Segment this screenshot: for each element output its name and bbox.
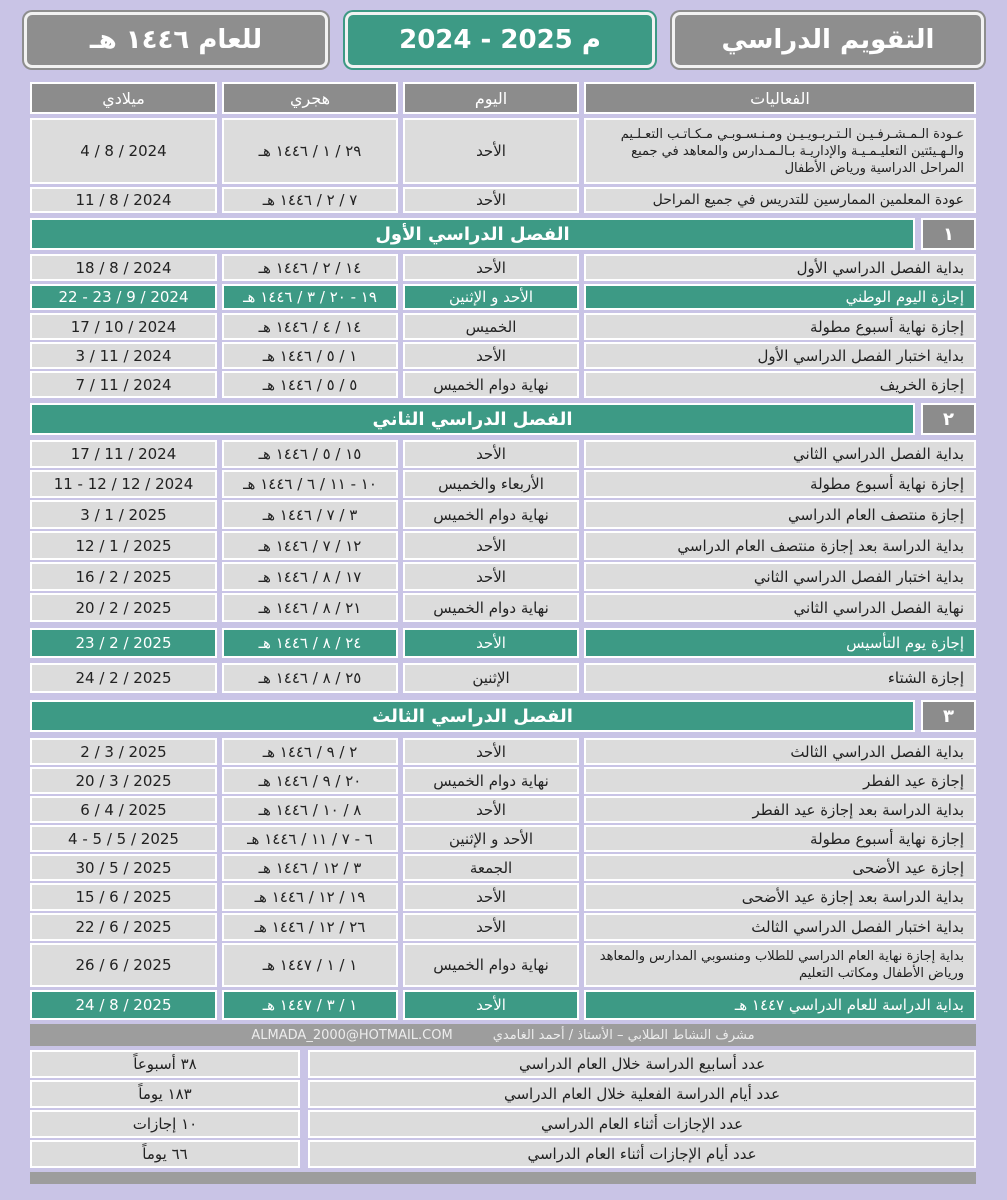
day-cell: الأحد و الإثنين bbox=[403, 825, 579, 852]
summary-label: عدد الإجازات أثناء العام الدراسي bbox=[308, 1110, 976, 1138]
event-cell: بداية إجازة نهاية العام الدراسي للطلاب ومنسوبي المدارس والمعاهد ورياض الأطفال ومكاتب التعليم bbox=[584, 943, 976, 987]
day-cell: الأربعاء والخميس bbox=[403, 470, 579, 498]
event-cell: إجازة الخريف bbox=[584, 371, 976, 398]
hijri-date-cell: ١ / ٥ / ١٤٤٦ هـ bbox=[222, 342, 398, 369]
hijri-date-cell: ٢٥ / ٨ / ١٤٤٦ هـ bbox=[222, 663, 398, 693]
column-events: الفعاليات bbox=[584, 82, 976, 114]
event-cell: إجازة نهاية أسبوع مطولة bbox=[584, 313, 976, 340]
gregorian-date-cell: 4 / 8 / 2024 bbox=[30, 118, 217, 184]
day-cell: الأحد bbox=[403, 883, 579, 911]
event-cell: بداية الفصل الدراسي الثاني bbox=[584, 440, 976, 468]
event-cell: بداية الفصل الدراسي الثالث bbox=[584, 738, 976, 765]
section-number-term-2: ٢ bbox=[921, 403, 976, 435]
event-cell: بداية اختبار الفصل الدراسي الأول bbox=[584, 342, 976, 369]
author-email: ALMADA_2000@HOTMAIL.COM bbox=[251, 1027, 453, 1043]
event-cell: بداية الدراسة بعد إجازة منتصف العام الدراسي bbox=[584, 531, 976, 560]
column-hijri: هجري bbox=[222, 82, 398, 114]
gregorian-date-cell: 6 / 4 / 2025 bbox=[30, 796, 217, 823]
hijri-date-cell: ١٥ / ٥ / ١٤٤٦ هـ bbox=[222, 440, 398, 468]
section-title-term-3: الفصل الدراسي الثالث bbox=[30, 700, 915, 732]
hijri-date-cell: ١٧ / ٨ / ١٤٤٦ هـ bbox=[222, 562, 398, 591]
summary-value: ١٠ إجازات bbox=[30, 1110, 300, 1138]
gregorian-date-cell: 26 / 6 / 2025 bbox=[30, 943, 217, 987]
section-title-term-2: الفصل الدراسي الثاني bbox=[30, 403, 915, 435]
gregorian-date-cell: 17 / 11 / 2024 bbox=[30, 440, 217, 468]
day-cell: الأحد bbox=[403, 187, 579, 213]
gregorian-date-cell: 11 - 12 / 12 / 2024 bbox=[30, 470, 217, 498]
gregorian-date-cell: 22 / 6 / 2025 bbox=[30, 913, 217, 941]
event-cell: بداية الدراسة بعد إجازة عيد الأضحى bbox=[584, 883, 976, 911]
footer-bar bbox=[30, 1172, 976, 1184]
summary-label: عدد أيام الدراسة الفعلية خلال العام الدراسي bbox=[308, 1080, 976, 1108]
gregorian-date-cell: 3 / 11 / 2024 bbox=[30, 342, 217, 369]
hijri-date-cell: ٣ / ٧ / ١٤٤٦ هـ bbox=[222, 500, 398, 529]
day-cell: الأحد bbox=[403, 562, 579, 591]
hijri-date-cell: ٧ / ٢ / ١٤٤٦ هـ bbox=[222, 187, 398, 213]
hijri-date-cell: ١٩ - ٢٠ / ٣ / ١٤٤٦ هـ bbox=[222, 284, 398, 310]
gregorian-date-cell: 12 / 1 / 2025 bbox=[30, 531, 217, 560]
gregorian-date-cell: 30 / 5 / 2025 bbox=[30, 854, 217, 881]
hijri-date-cell: ١٩ / ١٢ / ١٤٤٦ هـ bbox=[222, 883, 398, 911]
gregorian-date-cell: 7 / 11 / 2024 bbox=[30, 371, 217, 398]
day-cell: نهاية دوام الخميس bbox=[403, 500, 579, 529]
summary-value: ٦٦ يوماً bbox=[30, 1140, 300, 1168]
gregorian-date-cell: 22 - 23 / 9 / 2024 bbox=[30, 284, 217, 310]
hijri-date-cell: ٢١ / ٨ / ١٤٤٦ هـ bbox=[222, 593, 398, 622]
hijri-date-cell: ٢ / ٩ / ١٤٤٦ هـ bbox=[222, 738, 398, 765]
event-cell: بداية اختبار الفصل الدراسي الثاني bbox=[584, 562, 976, 591]
event-cell: إجازة نهاية أسبوع مطولة bbox=[584, 470, 976, 498]
gregorian-date-cell: 4 - 5 / 5 / 2025 bbox=[30, 825, 217, 852]
hijri-date-cell: ٢٦ / ١٢ / ١٤٤٦ هـ bbox=[222, 913, 398, 941]
credit-bar bbox=[30, 1024, 976, 1046]
day-cell: الخميس bbox=[403, 313, 579, 340]
day-cell: الجمعة bbox=[403, 854, 579, 881]
day-cell: الأحد bbox=[403, 738, 579, 765]
summary-value: ٣٨ أسبوعاً bbox=[30, 1050, 300, 1078]
hijri-date-cell: ٢٠ / ٩ / ١٤٤٦ هـ bbox=[222, 767, 398, 794]
day-cell: نهاية دوام الخميس bbox=[403, 943, 579, 987]
calendar-title: التقويم الدراسي bbox=[672, 12, 984, 68]
day-cell: الأحد bbox=[403, 342, 579, 369]
day-cell: نهاية دوام الخميس bbox=[403, 767, 579, 794]
gregorian-date-cell: 11 / 8 / 2024 bbox=[30, 187, 217, 213]
hijri-date-cell: ٢٤ / ٨ / ١٤٤٦ هـ bbox=[222, 628, 398, 658]
hijri-date-cell: ١ / ٣ / ١٤٤٧ هـ bbox=[222, 990, 398, 1020]
gregorian-date-cell: 24 / 8 / 2025 bbox=[30, 990, 217, 1020]
hijri-date-cell: ١٤ / ٤ / ١٤٤٦ هـ bbox=[222, 313, 398, 340]
column-gregorian: ميلادي bbox=[30, 82, 217, 114]
event-cell: نهاية الفصل الدراسي الثاني bbox=[584, 593, 976, 622]
gregorian-years-badge: 2024 - 2025 م bbox=[345, 12, 655, 68]
gregorian-date-cell: 16 / 2 / 2025 bbox=[30, 562, 217, 591]
gregorian-date-cell: 15 / 6 / 2025 bbox=[30, 883, 217, 911]
event-cell: إجازة الشتاء bbox=[584, 663, 976, 693]
gregorian-date-cell: 3 / 1 / 2025 bbox=[30, 500, 217, 529]
section-number-term-3: ٣ bbox=[921, 700, 976, 732]
gregorian-date-cell: 24 / 2 / 2025 bbox=[30, 663, 217, 693]
gregorian-date-cell: 23 / 2 / 2025 bbox=[30, 628, 217, 658]
event-cell: عودة المعلمين الممارسين للتدريس في جميع المراحل bbox=[584, 187, 976, 213]
hijri-date-cell: ١٤ / ٢ / ١٤٤٦ هـ bbox=[222, 254, 398, 281]
day-cell: الأحد و الإثنين bbox=[403, 284, 579, 310]
event-cell: إجازة اليوم الوطني bbox=[584, 284, 976, 310]
hijri-date-cell: ٨ / ١٠ / ١٤٤٦ هـ bbox=[222, 796, 398, 823]
hijri-date-cell: ١ / ١ / ١٤٤٧ هـ bbox=[222, 943, 398, 987]
event-cell: بداية الدراسة للعام الدراسي ١٤٤٧ هـ bbox=[584, 990, 976, 1020]
gregorian-date-cell: 17 / 10 / 2024 bbox=[30, 313, 217, 340]
event-cell: عـودة الـمـشـرفـيـن الـتـربـويـيـن ومـنـسـوبـي مـكـاتـب التعـلـيم والـهـيئتين التعليـمـيـة والإداريـة بـالـمـدارس والمعاهد في جميع المراحل الدراسية ورياض الأطفال bbox=[584, 118, 976, 184]
author-credit: مشرف النشاط الطلابي – الأستاذ / أحمد الغامدي bbox=[492, 1027, 755, 1043]
event-cell: إجازة عيد الأضحى bbox=[584, 854, 976, 881]
event-cell: بداية الفصل الدراسي الأول bbox=[584, 254, 976, 281]
summary-value: ١٨٣ يوماً bbox=[30, 1080, 300, 1108]
hijri-year-badge: للعام ١٤٤٦ هـ bbox=[24, 12, 328, 68]
gregorian-date-cell: 18 / 8 / 2024 bbox=[30, 254, 217, 281]
event-cell: بداية اختبار الفصل الدراسي الثالث bbox=[584, 913, 976, 941]
gregorian-date-cell: 20 / 3 / 2025 bbox=[30, 767, 217, 794]
day-cell: الأحد bbox=[403, 796, 579, 823]
column-day: اليوم bbox=[403, 82, 579, 114]
day-cell: الأحد bbox=[403, 913, 579, 941]
section-title-term-1: الفصل الدراسي الأول bbox=[30, 218, 915, 250]
event-cell: إجازة يوم التأسيس bbox=[584, 628, 976, 658]
day-cell: الأحد bbox=[403, 531, 579, 560]
summary-label: عدد أيام الإجازات أثناء العام الدراسي bbox=[308, 1140, 976, 1168]
hijri-date-cell: ٥ / ٥ / ١٤٤٦ هـ bbox=[222, 371, 398, 398]
section-number-term-1: ١ bbox=[921, 218, 976, 250]
hijri-date-cell: ٦ - ٧ / ١١ / ١٤٤٦ هـ bbox=[222, 825, 398, 852]
hijri-date-cell: ٢٩ / ١ / ١٤٤٦ هـ bbox=[222, 118, 398, 184]
hijri-date-cell: ٣ / ١٢ / ١٤٤٦ هـ bbox=[222, 854, 398, 881]
hijri-date-cell: ١٠ - ١١ / ٦ / ١٤٤٦ هـ bbox=[222, 470, 398, 498]
day-cell: نهاية دوام الخميس bbox=[403, 593, 579, 622]
gregorian-date-cell: 2 / 3 / 2025 bbox=[30, 738, 217, 765]
event-cell: إجازة نهاية أسبوع مطولة bbox=[584, 825, 976, 852]
day-cell: الأحد bbox=[403, 628, 579, 658]
day-cell: الإثنين bbox=[403, 663, 579, 693]
day-cell: نهاية دوام الخميس bbox=[403, 371, 579, 398]
day-cell: الأحد bbox=[403, 118, 579, 184]
hijri-date-cell: ١٢ / ٧ / ١٤٤٦ هـ bbox=[222, 531, 398, 560]
event-cell: إجازة منتصف العام الدراسي bbox=[584, 500, 976, 529]
gregorian-date-cell: 20 / 2 / 2025 bbox=[30, 593, 217, 622]
summary-label: عدد أسابيع الدراسة خلال العام الدراسي bbox=[308, 1050, 976, 1078]
day-cell: الأحد bbox=[403, 440, 579, 468]
event-cell: بداية الدراسة بعد إجازة عيد الفطر bbox=[584, 796, 976, 823]
day-cell: الأحد bbox=[403, 990, 579, 1020]
day-cell: الأحد bbox=[403, 254, 579, 281]
event-cell: إجازة عيد الفطر bbox=[584, 767, 976, 794]
